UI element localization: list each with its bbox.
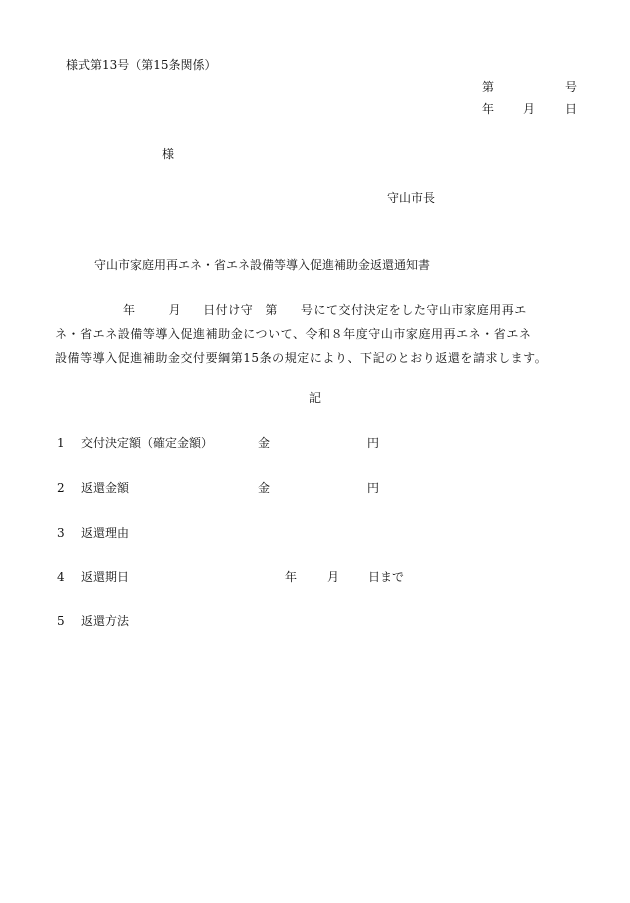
item-3-number: 3 bbox=[57, 526, 65, 540]
date-month: 月 bbox=[523, 102, 536, 116]
form-label: 様式第13号（第15条関係） bbox=[66, 58, 217, 72]
body-line-1-rest: 号にて交付決定をした守山市家庭用再エ bbox=[300, 303, 527, 317]
item-4-label: 返還期日 bbox=[81, 570, 130, 584]
body-month: 月 bbox=[168, 303, 182, 317]
item-5-number: 5 bbox=[57, 614, 65, 628]
item-4-month: 月 bbox=[327, 570, 340, 584]
date-day: 日 bbox=[565, 102, 578, 116]
item-4-day: 日まで bbox=[368, 570, 405, 584]
doc-number-suffix: 号 bbox=[565, 80, 578, 94]
item-3-label: 返還理由 bbox=[81, 526, 130, 540]
body-no: 第 bbox=[265, 303, 278, 317]
item-1-number: 1 bbox=[57, 436, 65, 450]
body-paragraph bbox=[55, 298, 579, 370]
item-1-currency: 金 bbox=[258, 436, 271, 450]
item-1-label: 交付決定額（確定金額） bbox=[81, 436, 214, 450]
body-line-3: 設備等導入促進補助金交付要綱第15条の規定により、下記のとおり返還を請求します。 bbox=[55, 351, 548, 365]
item-2-unit: 円 bbox=[367, 481, 380, 495]
item-5-label: 返還方法 bbox=[81, 614, 130, 628]
document-title: 守山市家庭用再エネ・省エネ設備等導入促進補助金返還通知書 bbox=[94, 258, 431, 272]
body-year: 年 bbox=[123, 303, 136, 317]
item-2-currency: 金 bbox=[258, 481, 271, 495]
issuer: 守山市長 bbox=[387, 191, 436, 205]
item-2-label: 返還金額 bbox=[81, 481, 130, 495]
item-4-number: 4 bbox=[57, 570, 65, 584]
date-year: 年 bbox=[482, 102, 495, 116]
body-line-1 bbox=[55, 298, 579, 322]
item-2-number: 2 bbox=[57, 481, 65, 495]
addressee-suffix: 様 bbox=[162, 147, 175, 161]
item-4-year: 年 bbox=[285, 570, 298, 584]
item-1-unit: 円 bbox=[367, 436, 380, 450]
body-line-2: ネ・省エネ設備等導入促進補助金について、令和８年度守山市家庭用再エネ・省エネ bbox=[55, 327, 532, 341]
record-label: 記 bbox=[309, 391, 322, 405]
body-day-ref: 日付け守 bbox=[203, 303, 254, 317]
doc-number-prefix: 第 bbox=[482, 80, 495, 94]
